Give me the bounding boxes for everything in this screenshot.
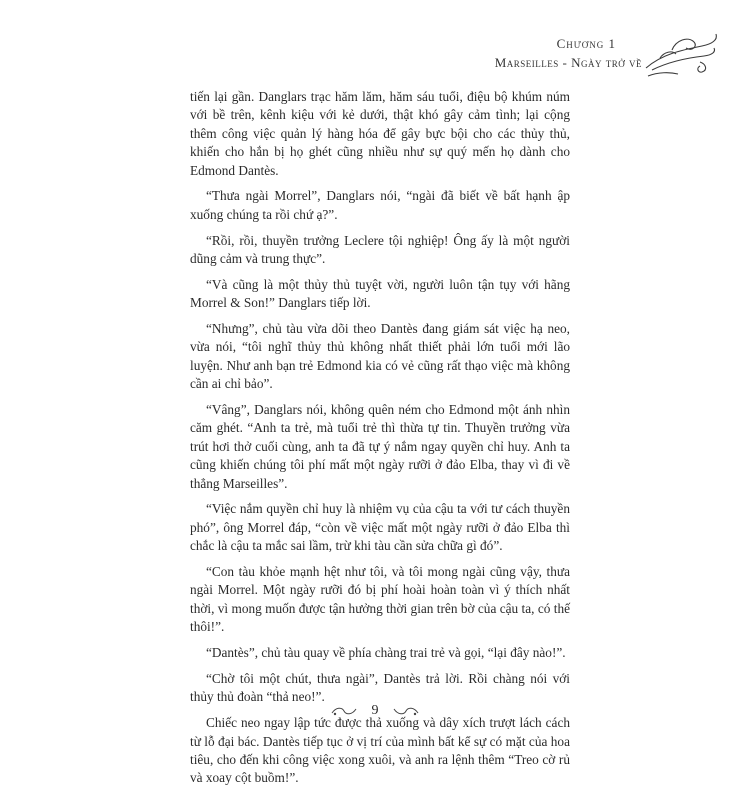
paragraph: Chiếc neo ngay lập tức được thả xuống và dây xích trượt lách cách từ lỗ đại bác. Dantès tiếp tục ở vị trí của mình bất kể sự có mặt của hoa tiêu, cho đến khi công việc xong xuôi, và anh ra lệnh thêm “Treo cờ rủ và xoay cột buồm!”.: [190, 715, 570, 786]
paragraph: “Chờ tôi một chút, thưa ngài”, Dantès trả lời. Rồi chàng nói với thủy thủ đoàn “thả neo!”.: [190, 670, 570, 705]
paragraph: “Con tàu khỏe mạnh hệt như tôi, và tôi mong ngài cũng vậy, thưa ngài Morrel. Một ngày rưỡi đó bị phí hoài hoàn toàn vì ý thích nhất thời, vì mong muốn được tận hưởng thời gian trên bờ của cậu ta, có thế thôi!”.: [190, 564, 570, 635]
page-footer: [0, 703, 750, 719]
chapter-title: Marseilles - Ngày trở về: [494, 55, 642, 70]
running-header: [495, 36, 642, 71]
left-ornament-icon: [330, 705, 358, 717]
flourish-ornament-icon: [642, 28, 722, 80]
paragraph: “Và cũng là một thủy thủ tuyệt vời, người luôn tận tụy với hãng Morrel & Son!” Danglars tiếp lời.: [190, 276, 570, 311]
body-text: [190, 88, 570, 795]
paragraph: “Dantès”, chủ tàu quay về phía chàng trai trẻ và gọi, “lại đây nào!”.: [206, 645, 566, 661]
paragraph: “Nhưng”, chủ tàu vừa dõi theo Dantès đang giám sát việc hạ neo, vừa nói, “tôi nghĩ thủy thủ không nhất thiết phải lớn tuổi mới lão luyện. Như anh bạn trẻ Edmond kia có vẻ cũng rất thạo việc mà không cần ai chỉ bảo”.: [190, 321, 570, 392]
paragraph: “Vâng”, Danglars nói, không quên ném cho Edmond một ánh nhìn căm ghét. “Anh ta trẻ, mà tuổi trẻ thì thừa tự tin. Thuyền trưởng vừa trút hơi thở cuối cùng, anh ta đã tự ý nắm ngay quyền chỉ huy. Anh ta cũng khiến chúng tôi phí mất một ngày rưỡi ở đảo Elba, thay vì đi về thẳng Marseilles”.: [190, 402, 570, 491]
paragraph: “Rồi, rồi, thuyền trưởng Leclere tội nghiệp! Ông ấy là một người dũng cảm và trung thực”.: [190, 232, 570, 267]
right-ornament-icon: [392, 705, 420, 717]
chapter-label: Chương 1: [556, 36, 616, 51]
paragraph: “Việc nắm quyền chỉ huy là nhiệm vụ của cậu ta với tư cách thuyền phó”, ông Morrel đáp, “còn về việc mất một ngày rưỡi ở đảo Elba thì chắc là cậu ta mắc sai lầm, trừ khi tàu cần sửa chữa gì đó”.: [190, 501, 570, 554]
paragraph: “Thưa ngài Morrel”, Danglars nói, “ngài đã biết về bất hạnh ập xuống chúng ta rồi chứ ạ?”.: [190, 188, 570, 222]
page-number: 9: [371, 703, 379, 718]
paragraph: tiến lại gần. Danglars trạc hăm lăm, hăm sáu tuổi, điệu bộ khúm núm với bề trên, kênh kiệu với kẻ dưới, thật khó gây cảm tình; lại cộng thêm công việc quản lý hàng hóa để gây bực bội cho các thủy thủ, khiến cho hắn bị họ ghét cũng nhiều như sự quý mến họ dành cho Edmond Dantès.: [190, 89, 570, 178]
